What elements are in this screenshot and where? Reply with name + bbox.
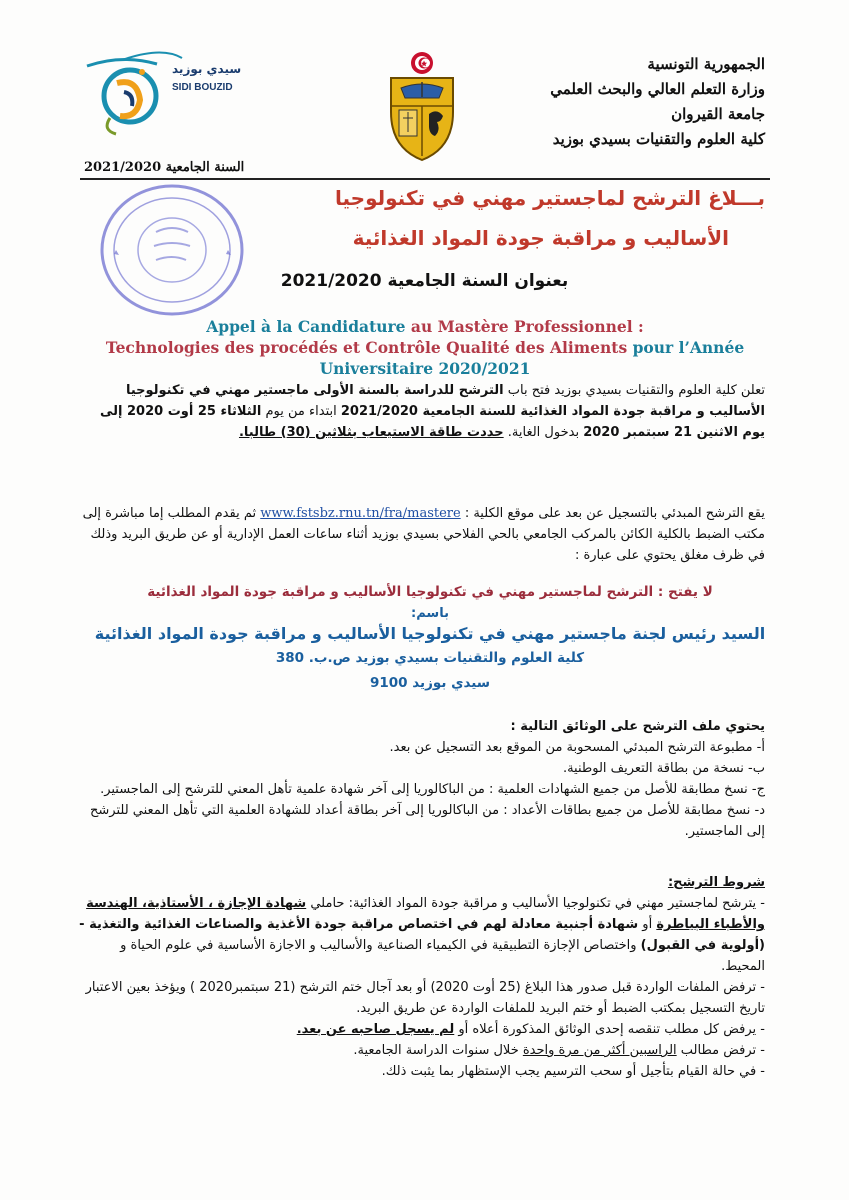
condition-item <box>79 1040 765 1061</box>
envelope-addressee: السيد رئيس لجنة ماجستير مهني في تكنولوجيا الأساليب و مراقبة جودة المواد الغذائية <box>94 624 766 643</box>
french-title-part3: Technologies des procédés et Contrôle Qualité des Aliments <box>105 338 628 357</box>
condition-item <box>79 1019 765 1040</box>
document-item: أ- مطبوعة الترشح المبدئي المسحوبة من الموقع بعد التسجيل عن بعد. <box>389 740 765 755</box>
condition-degree: شهادة أجنبية معادلة لهم في اختصاص مراقبة جودة الأغذية والصناعات الغذائية والتغذية - (أولوية في القبول) <box>79 917 765 953</box>
condition-text: واختصاص الإجازة التطبيقية في الكيمياء الصناعية والأساليب و الاجازة الأساسية في علوم الحياة و المحيط. <box>120 938 765 974</box>
french-title-part2: au Mastère Professionnel : <box>405 317 644 336</box>
announcement-bold-text: الترشح <box>458 383 504 398</box>
tunisia-emblem-icon <box>385 50 459 162</box>
required-documents <box>79 716 765 842</box>
condition-emphasis: لم يسجل صاحبه عن بعد. <box>296 1022 455 1037</box>
condition-text: خلال سنوات الدراسة الجامعية. <box>353 1043 523 1058</box>
envelope-addressee-label: باسم: <box>411 606 449 621</box>
envelope-notice: لا يفتح : الترشح لماجستير مهني في تكنولوجيا الأساليب و مراقبة جودة المواد الغذائية <box>147 584 713 600</box>
conditions-heading: شروط الترشح: <box>667 875 765 890</box>
condition-degree: شهادة الإجازة ، الأستاذية، الهندسة والأطباء البياطرة <box>86 896 765 932</box>
announcement-bold-text: للدراسة بالسنة الأولى ماجستير مهني في تكنولوجيا الأساليب و مراقبة جودة المواد الغذائية للسنة الجامعية 2021/2020 <box>125 383 765 419</box>
faculty-label: كلية العلوم والتقنيات بسيدي بوزيد <box>552 130 765 148</box>
announcement-paragraph <box>79 380 765 443</box>
republic-label: الجمهورية التونسية <box>647 55 765 73</box>
capacity-label: حددت طاقة الاستيعاب <box>361 425 504 440</box>
logo-latin-text: SIDI BOUZID <box>172 82 233 93</box>
capacity-value: بثلاثين (30) طالبا. <box>238 425 362 440</box>
documents-heading: يحتوي ملف الترشح على الوثائق التالية : <box>510 719 765 734</box>
academic-year-label: السنة الجامعية 2021/2020 <box>84 160 245 175</box>
announcement-text: ابتداء من يوم <box>261 404 341 419</box>
announcement-text: تعلن كلية العلوم والتقنيات بسيدي بوزيد فتح باب <box>503 383 765 398</box>
registration-paragraph <box>79 503 765 566</box>
condition-item: - في حالة القيام بتأجيل أو سحب الترسيم يجب الإستظهار بما يثبت ذلك. <box>381 1064 765 1079</box>
condition-text: - يترشح لماجستير مهني في تكنولوجيا الأساليب و مراقبة جودة المواد الغذائية: حاملي <box>306 896 765 911</box>
condition-item: - ترفض الملفات الواردة قبل صدور هذا البلاغ (25 أوت 2020) أو بعد آجال ختم الترشح (21 سبتمبر2020 ) ويؤخذ بعين الاعتبار تاريخ التسجيل بمكتب الضبط أو ختم البريد للملفات الواردة عن طريق البريد. <box>85 980 765 1016</box>
registration-text: يقع الترشح المبدئي بالتسجيل عن بعد على موقع الكلية : <box>460 506 765 521</box>
logo-arabic-text: سيدي بوزيد <box>172 62 242 76</box>
application-conditions <box>79 872 765 1082</box>
condition-emphasis: الراسبين أكثر من مرة واحدة <box>522 1043 677 1058</box>
condition-text: - ترفض مطالب <box>676 1043 765 1058</box>
announcement-dates: الثلاثاء 25 أوت 2020 إلى يوم الاثنين 21 سبتمبر 2020 <box>99 404 765 440</box>
announcement-title-line1: بـــلاغ الترشح لماجستير مهني في تكنولوجيا <box>335 186 765 210</box>
condition-item <box>79 893 765 977</box>
document-item: ج- نسخ مطابقة للأصل من جميع الشهادات العلمية : من الباكالوريا إلى آخر شهادة علمية تأهل المعني للترشح إلى الماجستير. <box>100 782 765 797</box>
french-title <box>80 316 770 379</box>
faculty-website-link[interactable]: www.fstsbz.rnu.tn/fra/mastere <box>260 506 461 521</box>
document-item: ب- نسخة من بطاقة التعريف الوطنية. <box>562 761 765 776</box>
official-stamp-icon <box>96 180 248 320</box>
envelope-city: سيدي بوزيد 9100 <box>369 675 491 691</box>
condition-text: أو <box>638 917 657 932</box>
announcement-subtitle: بعنوان السنة الجامعية 2021/2020 <box>280 271 569 291</box>
french-title-part4: pour l’Année Universitaire 2020/2021 <box>319 338 745 378</box>
french-title-part1: Appel à la Candidature <box>206 317 406 336</box>
university-label: جامعة القيروان <box>671 105 765 123</box>
announcement-title-line2: الأساليب و مراقبة جودة المواد الغذائية <box>352 226 729 250</box>
registration-text: ثم يقدم المطلب إما مباشرة إلى مكتب الضبط بالكلية الكائن بالمركب الجامعي بالحي الفلاحي بسيدي بوزيد أثناء ساعات العمل الإدارية أو عن طريق البريد وذلك في ظرف مغلق يحتوي على عبارة : <box>82 506 765 563</box>
ministry-label: وزارة التعلم العالي والبحث العلمي <box>550 80 765 98</box>
announcement-text: بدخول الغاية. <box>503 425 584 440</box>
condition-text: - يرفض كل مطلب تنقصه إحدى الوثائق المذكورة أعلاه أو <box>454 1022 765 1037</box>
envelope-address: كلية العلوم والتقنيات بسيدي بوزيد ص.ب. 380 <box>275 650 585 666</box>
institution-header <box>550 52 765 152</box>
document-item: د- نسخ مطابقة للأصل من جميع بطاقات الأعداد : من الباكالوريا إلى آخر بطاقة أعداد للشهادة العلمية التي تأهل المعني للترشح إلى الماجستير. <box>90 803 765 839</box>
